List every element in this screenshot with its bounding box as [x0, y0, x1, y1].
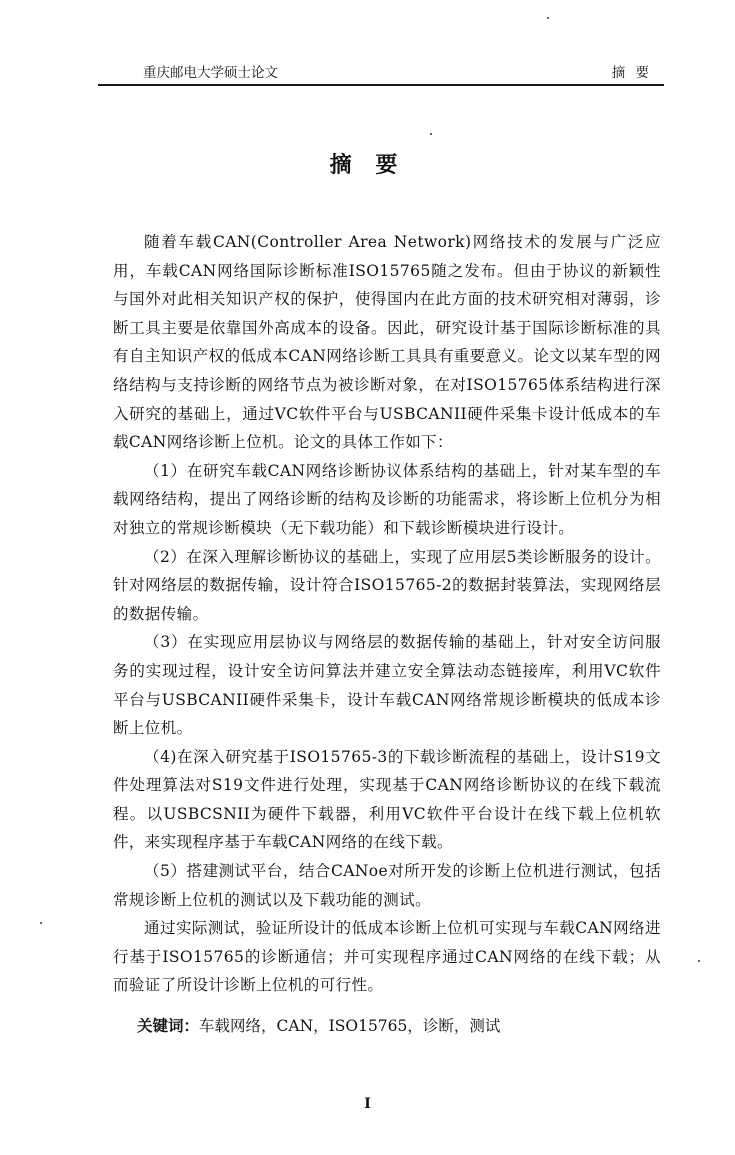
keywords-value: 车载网络，CAN，ISO15765，诊断，测试 — [199, 1017, 501, 1035]
abstract-paragraph: （2）在深入理解诊断协议的基础上，实现了应用层5类诊断服务的设计。针对网络层的数据传输，设计符合ISO15765-2的数据封装算法，实现网络层的数据传输。 — [113, 547, 661, 623]
scan-speck — [547, 17, 549, 19]
keywords-label: 关键词： — [137, 1016, 200, 1035]
running-header — [98, 62, 664, 84]
header-rule — [98, 84, 664, 86]
scan-speck — [430, 133, 432, 135]
scan-speck — [698, 960, 700, 962]
scan-speck — [40, 922, 42, 924]
abstract-paragraph: 通过实际测试，验证所设计的低成本诊断上位机可实现与车载CAN网络进行基于ISO15765的诊断通信；并可实现程序通过CAN网络的在线下载；从而验证了所设计诊断上位机的可行性。 — [113, 919, 661, 995]
abstract-paragraph: （3）在实现应用层协议与网络层的数据传输的基础上，针对安全访问服务的实现过程，设计安全访问算法并建立安全算法动态链接库，利用VC软件平台与USBCANII硬件采集卡，设计车载CAN网络常规诊断模块的低成本诊断上位机。 — [113, 633, 661, 738]
abstract-paragraph: （4)在深入研究基于ISO15765-3的下载诊断流程的基础上，设计S19文件处理算法对S19文件进行处理，实现基于CAN网络诊断协议的在线下载流程。以USBCSNII为硬件下载器，利用VC软件平台设计在线下载上位机软件，来实现程序基于车载CAN网络的在线下载。 — [113, 747, 661, 852]
header-section-name: 摘 要 — [611, 65, 652, 81]
page-number: I — [364, 1096, 371, 1112]
abstract-paragraph: （5）搭建测试平台，结合CANoe对所开发的诊断上位机进行测试，包括常规诊断上位机的测试以及下载功能的测试。 — [113, 862, 661, 909]
header-thesis-name: 重庆邮电大学硕士论文 — [143, 65, 278, 81]
abstract-paragraph: 随着车载CAN(Controller Area Network)网络技术的发展与广泛应用，车载CAN网络国际诊断标准ISO15765随之发布。但由于协议的新颖性与国外对此相关知识产权的保护，使得国内在此方面的技术研究相对薄弱，诊断工具主要是依靠国外高成本的设备。因此，研究设计基于国际诊断标准的具有自主知识产权的低成本CAN网络诊断工具具有重要意义。论文以某车型的网络结构与支持诊断的网络节点为被诊断对象，在对ISO15765体系结构进行深入研究的基础上，通过VC软件平台与USBCANII硬件采集卡设计低成本的车载CAN网络诊断上位机。论文的具体工作如下： — [113, 233, 661, 452]
abstract-body — [113, 228, 661, 1000]
page-title: 摘 要 — [329, 152, 406, 178]
abstract-paragraph: （1）在研究车载CAN网络诊断协议体系结构的基础上，针对某车型的车载网络结构，提出了网络诊断的结构及诊断的功能需求，将诊断上位机分为相对独立的常规诊断模块（无下载功能）和下载诊断模块进行设计。 — [113, 461, 661, 537]
keywords-line — [137, 1013, 500, 1039]
